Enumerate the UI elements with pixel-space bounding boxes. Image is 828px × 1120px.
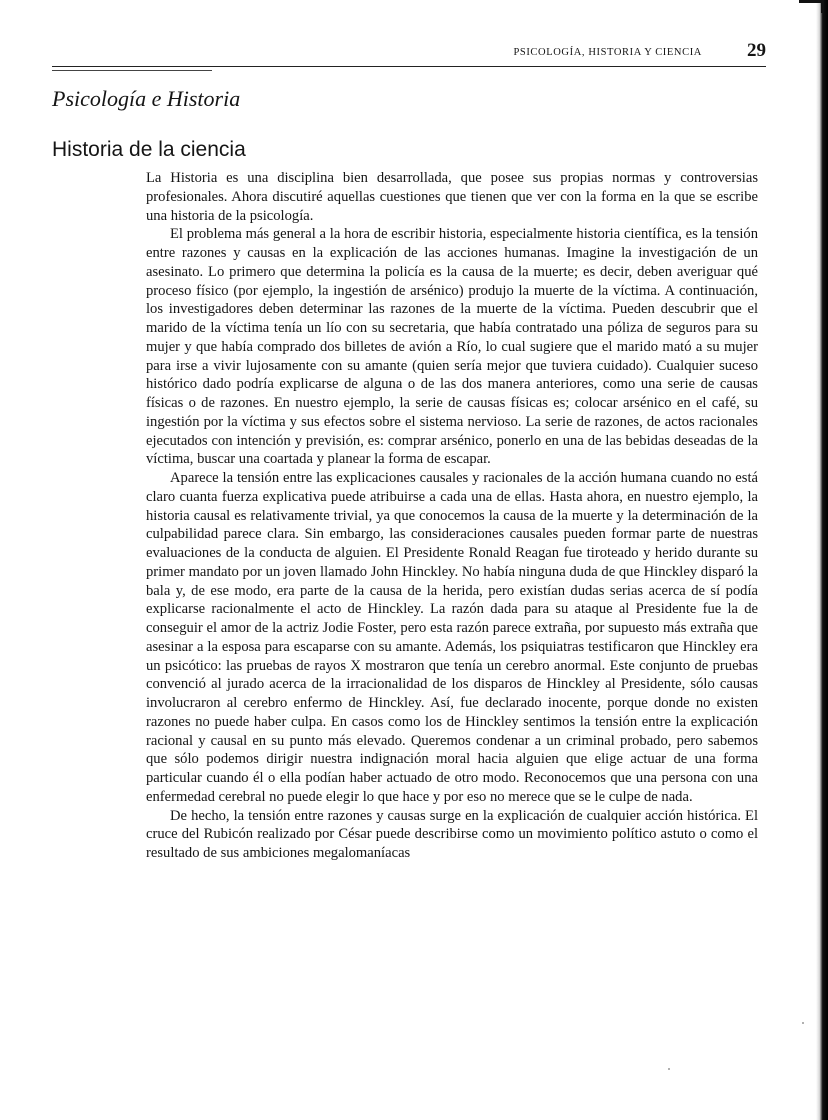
running-head-title: PSICOLOGÍA, HISTORIA Y CIENCIA bbox=[513, 47, 702, 58]
paragraph-3: Aparece la tensión entre las explicaciones causales y racionales de la acción humana cuando no está claro cuanta fuerza explicativa puede atribuirse a cada una de ellas. Hasta ahora, en nuestro ejemplo, la historia causal es relativamente trivial, ya que conocemos la causa de la muerte y la determinación de la culpabilidad parece clara. Sin embargo, las consideraciones causales pueden formar parte de nuestras evaluaciones de la conducta de alguien. El Presidente Ronald Reagan fue tiroteado y herido durante su primer mandato por un joven llamado John Hinckley. No había ninguna duda de que Hinckley disparó la bala y, de ese modo, era parte de la causa de la herida, pero existían dudas serias acerca de sí podía explicarse racionalmente el acto de Hinckley. La razón dada para su ataque al Presidente fue la de conseguir el amor de la actriz Jodie Foster, pero esta razón parece extraña, por supuesto más extraña que asesinar a la esposa para escaparse con su amante. Además, los psiquiatras testificaron que Hinckley era un psicótico: las pruebas de rayos X mostraron que tenía un cerebro anormal. Este conjunto de pruebas convenció al jurado acerca de la irracionalidad de los disparos de Hinckley al Presidente, sólo causas involucraron al cerebro enfermo de Hinckley. Así, fue declarado inocente, porque donde no existen razones no puede haber culpa. En casos como los de Hinckley sentimos la tensión entre la explicación racional y causal en su punto más elevado. Queremos condenar a un criminal probado, pero sabemos que sólo podemos dirigir nuestra indignación moral hacia alguien que elige actuar de una forma particular cuando él o ella podían haber actuado de otro modo. Reconocemos que una persona con una enfermedad cerebral no puede elegir lo que hace y por eso no merece que se le culpe de nada. bbox=[146, 470, 758, 805]
page-edge-shadow bbox=[816, 0, 828, 1120]
header-rule bbox=[52, 70, 212, 71]
subsection-title: Historia de la ciencia bbox=[52, 138, 246, 161]
page-corner-bracket bbox=[799, 0, 824, 13]
page-number: 29 bbox=[747, 40, 766, 61]
scan-speck bbox=[802, 1022, 804, 1024]
scan-speck bbox=[668, 1068, 670, 1070]
paragraph-4: De hecho, la tensión entre razones y causas surge en la explicación de cualquier acción histórica. El cruce del Rubicón realizado por César puede describirse como un movimiento político astuto o como el resultado de sus ambiciones megalomaníacas bbox=[146, 807, 758, 861]
paragraph-2: El problema más general a la hora de escribir historia, especialmente historia científica, es la tensión entre razones y causas en la explicación de las acciones humanas. Imagine la investigación de un asesinato. Lo primero que determina la policía es la causa de la muerte; es decir, deben averiguar qué proceso físico (por ejemplo, la ingestión de arsénico) produjo la muerte de la víctima. A continuación, los investigadores deben determinar las razones de la muerte de la víctima. Pueden descubrir que el marido de la víctima tenía un lío con su secretaria, que había contratado una póliza de seguros para su mujer y que había comprado dos billetes de avión a Río, lo cual sugiere que el marido mató a su mujer para irse a vivir lujosamente con su amante (quien sería mejor que tuviera cuidado). Cualquier suceso histórico dado podría explicarse de alguna o de las dos manera anteriores, como una serie de causas físicas o de razones. En nuestro ejemplo, la serie de causas físicas es; colocar arsénico en el café, su ingestión por la víctima y sus efectos sobre el sistema nervioso. La serie de razones, de actos racionales ejecutados con intención y previsión, es: comprar arsénico, ponerlo en una de las bebidas deseadas de la víctima, buscar una coartada y planear la forma de escapar. bbox=[146, 226, 758, 468]
running-head bbox=[52, 40, 766, 67]
section-title: Psicología e Historia bbox=[52, 86, 241, 111]
paragraph-1: La Historia es una disciplina bien desarrollada, que posee sus propias normas y controversias profesionales. Ahora discutiré aquellas cuestiones que tienen que ver con la forma en la que se escribe una historia de la psicología. bbox=[146, 170, 758, 224]
body-text bbox=[146, 169, 758, 863]
